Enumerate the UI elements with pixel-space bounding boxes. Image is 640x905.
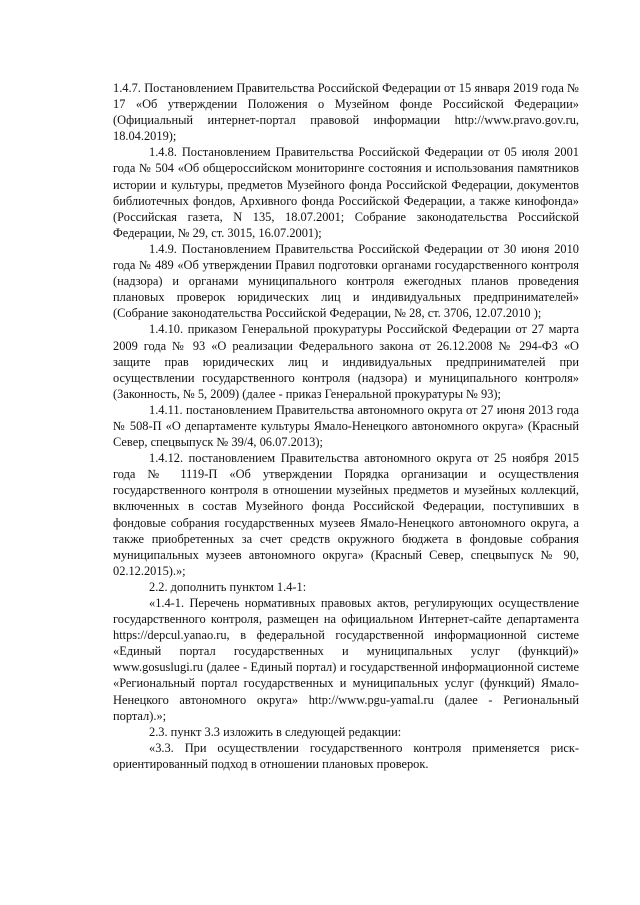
paragraph-1-4-11: 1.4.11. постановлением Правительства автономного округа от 27 июня 2013 года № 508-П «О департаменте культуры Ямало-Ненецкого автономного округа» (Красный Север, спецвыпуск № 39/4, 06.07.2013); bbox=[113, 402, 579, 450]
paragraph-1-4-8: 1.4.8. Постановлением Правительства Российской Федерации от 05 июля 2001 года № 504 «Об общероссийском мониторинге состояния и использования памятников истории и культуры, предметов Музейного фонда Российской Федерации, документов библиотечных фондов, Архивного фонда Российской Федерации, а также кинофонда» (Российская газета, N 135, 18.07.2001; Собрание законодательства Российской Федерации, № 29, ст. 3015, 16.07.2001); bbox=[113, 145, 579, 240]
paragraph-1-4-1: «1.4-1. Перечень нормативных правовых актов, регулирующих осуществление государственного контроля, размещен на официальном Интернет-сайте департамента https://depcul.yanao.ru, в федеральной государственной информационной системе «Единый портал государственных и муниципальных услуг (функций)» www.gosuslugi.ru (далее - Единый портал) и государственной информационной системе «Региональный портал государственных и муниципальных услуг (функций) Ямало-Ненецкого автономного округа» http://www.pgu-yamal.ru (далее - Региональный портал).»; bbox=[113, 596, 579, 723]
paragraph-2-2: 2.2. дополнить пунктом 1.4-1: bbox=[149, 579, 307, 594]
paragraph-2-3: 2.3. пункт 3.3 изложить в следующей редакции: bbox=[149, 724, 402, 739]
paragraph-1-4-7: 1.4.7. Постановлением Правительства Российской Федерации от 15 января 2019 года № 17 «Об утверждении Положения о Музейном фонде Российской Федерации» (Официальный интернет-портал правовой информации http://www.pravo.gov.ru, 18.04.2019); bbox=[113, 81, 579, 144]
paragraph-1-4-9: 1.4.9. Постановлением Правительства Российской Федерации от 30 июня 2010 года № 489 «Об утверждении Правил подготовки органами государственного контроля (надзора) и органами муниципального контроля ежегодных планов проведения плановых проверок юридических лиц и индивидуальных предпринимателей» (Собрание законодательства Российской Федерации, № 28, ст. 3706, 12.07.2010 ); bbox=[113, 241, 579, 321]
paragraph-1-4-10: 1.4.10. приказом Генеральной прокуратуры Российской Федерации от 27 марта 2009 года № 93 «О реализации Федерального закона от 26.12.2008 № 294-ФЗ «О защите прав юридических лиц и индивидуальных предпринимателей при осуществлении государственного контроля (надзора) и муниципального контроля» (Законность, № 5, 2009) (далее - приказ Генеральной прокуратуры № 93); bbox=[113, 322, 579, 401]
paragraph-1-4-12: 1.4.12. постановлением Правительства автономного округа от 25 ноября 2015 года № 1119-П «Об утверждении Порядка организации и осуществления государственного контроля в отношении музейных предметов и музейных коллекций, включенных в состав Музейного фонда Российской Федерации, поступивших в фондовые собрания государственных музеев Ямало-Ненецкого автономного округа, а также приобретенных за счет средств окружного бюджета в фондовые собрания муниципальных музеев автономного округа» (Красный Север, спецвыпуск № 90, 02.12.2015).»; bbox=[113, 451, 579, 578]
paragraph-3-3: «3.3. При осуществлении государственного контроля применяется риск-ориентированный подход в отношении плановых проверок. bbox=[113, 740, 579, 771]
document-body bbox=[113, 80, 579, 772]
